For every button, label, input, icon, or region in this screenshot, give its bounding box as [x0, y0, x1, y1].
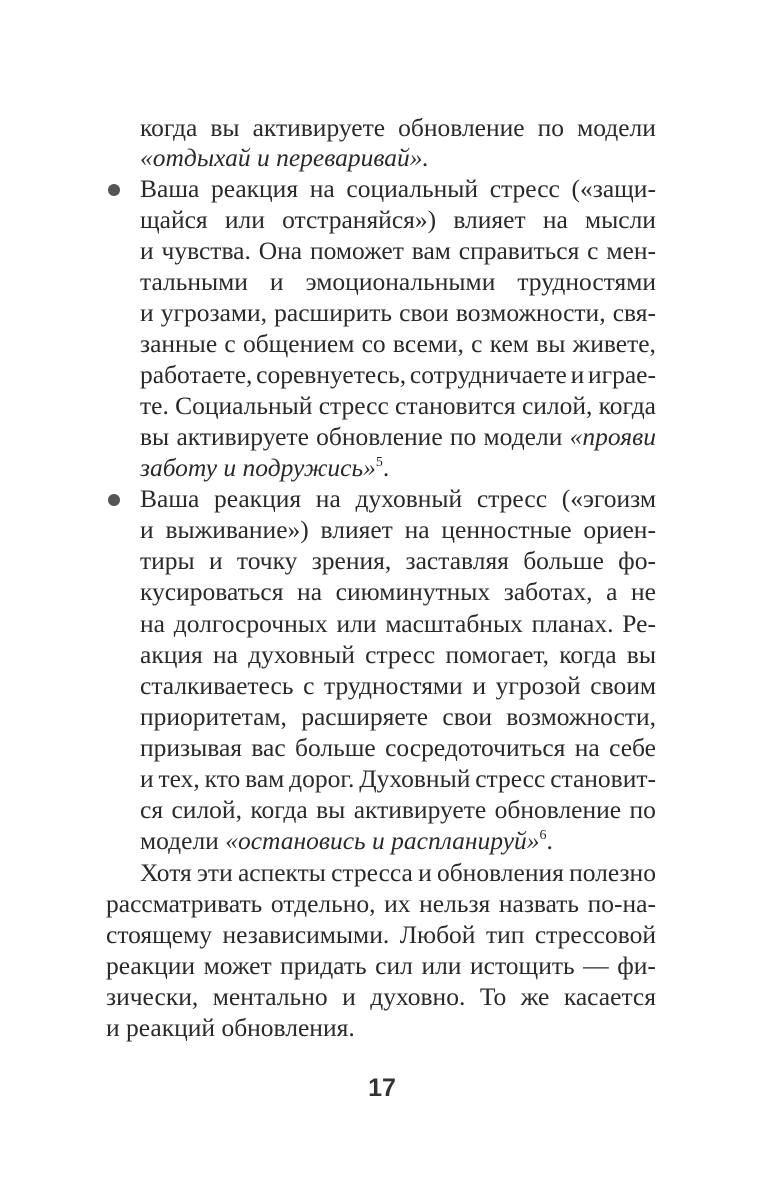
line-text — [140, 390, 656, 422]
text-line — [0, 452, 764, 484]
word: переваривай». — [276, 143, 429, 172]
word: тиры — [140, 546, 195, 575]
line-text — [140, 173, 656, 205]
word: силой, — [171, 795, 242, 824]
word: на — [404, 515, 430, 544]
word: и — [140, 236, 154, 265]
word: по — [629, 795, 656, 824]
word: когда — [250, 795, 308, 824]
word: Ваша — [140, 174, 200, 203]
text-line — [0, 857, 764, 889]
word: и — [342, 982, 356, 1011]
word: занные — [140, 329, 218, 358]
word: зически, — [106, 982, 199, 1011]
line-text — [106, 981, 656, 1013]
word: вы — [536, 329, 566, 358]
text-line — [0, 670, 764, 702]
line-text — [140, 359, 656, 391]
text-line — [0, 888, 764, 920]
line-text — [140, 142, 429, 174]
word: сотрудничаете — [409, 360, 567, 389]
word: «остановись — [225, 826, 366, 855]
word: сил — [375, 951, 413, 980]
word: То — [479, 982, 507, 1011]
text-line — [0, 204, 764, 236]
word: зрения, — [311, 546, 392, 575]
text-line — [0, 297, 764, 329]
text-line — [0, 328, 764, 360]
text-line — [0, 266, 764, 298]
word: чувства. — [161, 236, 251, 265]
word: вам — [411, 236, 451, 265]
word: стресса — [331, 858, 413, 887]
word: духовно. — [370, 982, 466, 1011]
word: долгосрочных — [173, 609, 328, 638]
word: тип — [485, 920, 525, 949]
word: расширить — [274, 298, 393, 327]
word: трудностями — [324, 671, 463, 700]
word: и — [472, 671, 486, 700]
word: рассматривать — [106, 889, 263, 918]
word: и — [223, 453, 237, 482]
footnote-ref: 5 — [375, 455, 383, 470]
word: вам — [245, 764, 285, 793]
word: силой, — [521, 391, 593, 420]
word: и — [140, 515, 154, 544]
line-text — [140, 608, 656, 640]
word: распланируй» — [391, 826, 540, 855]
word: или — [224, 205, 265, 234]
word: с — [587, 236, 599, 265]
word: ориен- — [583, 515, 656, 544]
punctuation: . — [382, 453, 390, 482]
line-text — [106, 888, 656, 920]
word: влияет — [453, 205, 526, 234]
word: независимыми. — [222, 920, 390, 949]
word: реакция — [213, 484, 302, 513]
word: и — [140, 764, 154, 793]
word: и — [140, 298, 154, 327]
text-line — [0, 701, 764, 733]
word: возможности, — [506, 702, 656, 731]
word: модели — [483, 422, 563, 451]
word: щайся — [140, 205, 208, 234]
word: заботу — [140, 453, 218, 482]
text-line — [0, 112, 764, 144]
word: на — [140, 609, 165, 638]
word: больше — [523, 546, 604, 575]
text-line — [0, 919, 764, 951]
word: и — [418, 858, 432, 887]
word: вы — [140, 422, 170, 451]
word: масштабных — [385, 609, 523, 638]
text-line — [0, 142, 764, 174]
word: или — [336, 609, 377, 638]
word: активируете — [252, 113, 386, 142]
word: свои — [442, 702, 492, 731]
line-text — [140, 639, 656, 671]
text-line — [0, 359, 764, 391]
line-text — [140, 297, 656, 329]
word: работаете, — [140, 360, 253, 389]
word: Социальный — [175, 391, 313, 420]
word: стресс — [489, 174, 560, 203]
word: Ре- — [622, 609, 656, 638]
line-text — [140, 204, 656, 236]
word: всеми, — [392, 329, 464, 358]
word: заставляя — [405, 546, 509, 575]
word: может — [203, 951, 272, 980]
text-line — [0, 514, 764, 546]
word: свои — [399, 298, 449, 327]
line-text — [140, 328, 656, 360]
word: вы — [316, 795, 346, 824]
word: выживание») — [165, 515, 309, 544]
word: становится — [395, 391, 516, 420]
line-text — [140, 483, 656, 515]
text-line — [0, 1012, 764, 1044]
word: тальными — [140, 267, 248, 296]
word: влияет — [320, 515, 393, 544]
word: живете, — [572, 329, 656, 358]
word: когда — [598, 391, 656, 420]
word: с — [224, 329, 236, 358]
line-text — [140, 701, 656, 733]
word: стресс — [365, 640, 436, 669]
word: назвать — [498, 889, 580, 918]
word: Она — [258, 236, 303, 265]
word: когда — [559, 640, 617, 669]
line-text — [140, 732, 656, 764]
word: социальный — [346, 174, 479, 203]
line-text — [140, 514, 656, 546]
word: помогает, — [445, 640, 549, 669]
text-line — [0, 794, 764, 826]
word: угрозами, — [160, 298, 268, 327]
word: Любой — [399, 920, 476, 949]
word: кем — [489, 329, 529, 358]
line-text — [140, 825, 553, 857]
word: со — [361, 329, 386, 358]
line-text — [106, 1012, 355, 1044]
page-number: 17 — [368, 1074, 396, 1102]
word: («защи- — [571, 174, 656, 203]
punctuation: . — [546, 826, 553, 855]
word: истощить — [470, 951, 575, 980]
word: поможет — [309, 236, 404, 265]
word: на — [542, 205, 568, 234]
word: те. — [140, 391, 169, 420]
word: по — [449, 422, 477, 451]
word: стоящему — [106, 920, 212, 949]
text-line — [0, 763, 764, 795]
word: вы — [210, 113, 240, 142]
word: а — [606, 577, 618, 606]
word: духовный — [355, 484, 463, 513]
word: возможности, — [455, 298, 606, 327]
word: точку — [236, 546, 298, 575]
line-text — [140, 266, 656, 298]
word: активируете — [353, 795, 487, 824]
word: и — [372, 826, 385, 855]
word: придать — [280, 951, 367, 980]
word: и — [269, 267, 284, 296]
word: призывая — [140, 733, 242, 762]
text-line — [0, 950, 764, 982]
word: ценностные — [441, 515, 572, 544]
word-with-footnote — [243, 452, 390, 484]
word: обновление — [316, 422, 443, 451]
word: духовный — [248, 640, 355, 669]
word: стрессовой — [534, 920, 656, 949]
word: трудностями — [517, 267, 656, 296]
line-text — [140, 794, 656, 826]
text-line — [0, 576, 764, 608]
word: вас — [251, 733, 286, 762]
word: («эгоизм — [561, 484, 656, 513]
word: — — [583, 951, 609, 980]
word: сталкиваетесь — [140, 671, 294, 700]
word: «отдыхай — [140, 143, 251, 172]
word: тех, — [158, 764, 200, 793]
text-line — [0, 421, 764, 453]
word: полезно — [569, 858, 656, 887]
word: ментально — [212, 982, 328, 1011]
text-line — [0, 825, 764, 857]
word: на — [574, 733, 600, 762]
word: фи- — [617, 951, 656, 980]
word: отдельно, — [270, 889, 376, 918]
word: на — [212, 640, 238, 669]
word: и — [570, 360, 585, 389]
word: модели — [577, 113, 656, 142]
word: угрозой — [495, 671, 581, 700]
bullet-icon — [108, 494, 120, 506]
word: подружись» — [242, 453, 376, 482]
word: и — [106, 1013, 120, 1042]
word: вы — [626, 640, 656, 669]
word: приоритетам, — [140, 702, 287, 731]
word: на — [297, 577, 323, 606]
word: по — [537, 113, 565, 142]
word: эти — [196, 858, 233, 887]
word: с — [303, 671, 315, 700]
word: и — [256, 143, 270, 172]
word: кто — [204, 764, 241, 793]
line-text — [140, 670, 656, 702]
line-text — [140, 763, 656, 795]
word-with-footnote — [391, 825, 553, 857]
line-text — [140, 235, 656, 267]
word: сиюминутных — [335, 577, 491, 606]
word: соревнуетесь, — [256, 360, 407, 389]
word: касается — [563, 982, 656, 1011]
word: модели — [140, 826, 219, 855]
word: не — [631, 577, 656, 606]
line-text — [106, 950, 656, 982]
line-text — [140, 112, 656, 144]
word: акция — [140, 640, 203, 669]
text-line — [0, 390, 764, 422]
word: обновление — [398, 113, 525, 142]
word: мен- — [606, 236, 656, 265]
word: Хотя — [140, 858, 192, 887]
line-text — [140, 452, 389, 484]
word: нельзя — [419, 889, 491, 918]
word: и — [208, 546, 223, 575]
word: ся — [140, 795, 164, 824]
word: Духовный — [359, 764, 471, 793]
word: планах. — [531, 609, 614, 638]
word: становит- — [550, 764, 656, 793]
text-line — [0, 235, 764, 267]
line-text — [140, 545, 656, 577]
word: реакция — [210, 174, 299, 203]
word: реакции — [106, 951, 196, 980]
word: больше — [295, 733, 376, 762]
bullet-icon — [108, 184, 120, 196]
text-line — [0, 545, 764, 577]
word: расширяете — [301, 702, 429, 731]
word: свя- — [612, 298, 656, 327]
word: обновления — [436, 858, 564, 887]
word: стресс — [476, 484, 548, 513]
text-line — [0, 639, 764, 671]
word: активируете — [176, 422, 309, 451]
word: справиться — [458, 236, 580, 265]
line-text — [140, 576, 656, 608]
word: на — [315, 484, 341, 513]
word: стресс — [475, 764, 546, 793]
word: Ваша — [140, 484, 200, 513]
word: реакций — [126, 1013, 216, 1042]
line-text — [106, 919, 656, 951]
word: своим — [590, 671, 656, 700]
word: обновление — [494, 795, 622, 824]
word: дорог. — [289, 764, 355, 793]
word: «прояви — [569, 422, 656, 451]
word: сосредоточиться — [385, 733, 566, 762]
line-text — [140, 857, 656, 889]
word: кусироваться — [140, 577, 284, 606]
word: обновления. — [221, 1013, 355, 1042]
text-line — [0, 608, 764, 640]
word: аспекты — [237, 858, 326, 887]
word: играе- — [587, 360, 656, 389]
word: мысли — [584, 205, 656, 234]
word: заботах, — [503, 577, 593, 606]
text-line — [0, 981, 764, 1013]
word: когда — [140, 113, 198, 142]
word: с — [471, 329, 483, 358]
word: отстраняйся») — [282, 205, 437, 234]
word: или — [421, 951, 462, 980]
word: стресс — [318, 391, 389, 420]
word: же — [520, 982, 550, 1011]
word: себе — [609, 733, 656, 762]
word: их — [384, 889, 411, 918]
word: эмоциональными — [305, 267, 496, 296]
line-text — [140, 421, 656, 453]
word: фо- — [618, 546, 656, 575]
word: по-на- — [587, 889, 656, 918]
text-line — [0, 732, 764, 764]
word: общением — [242, 329, 355, 358]
footnote-ref: 6 — [539, 828, 547, 843]
word: на — [309, 174, 335, 203]
